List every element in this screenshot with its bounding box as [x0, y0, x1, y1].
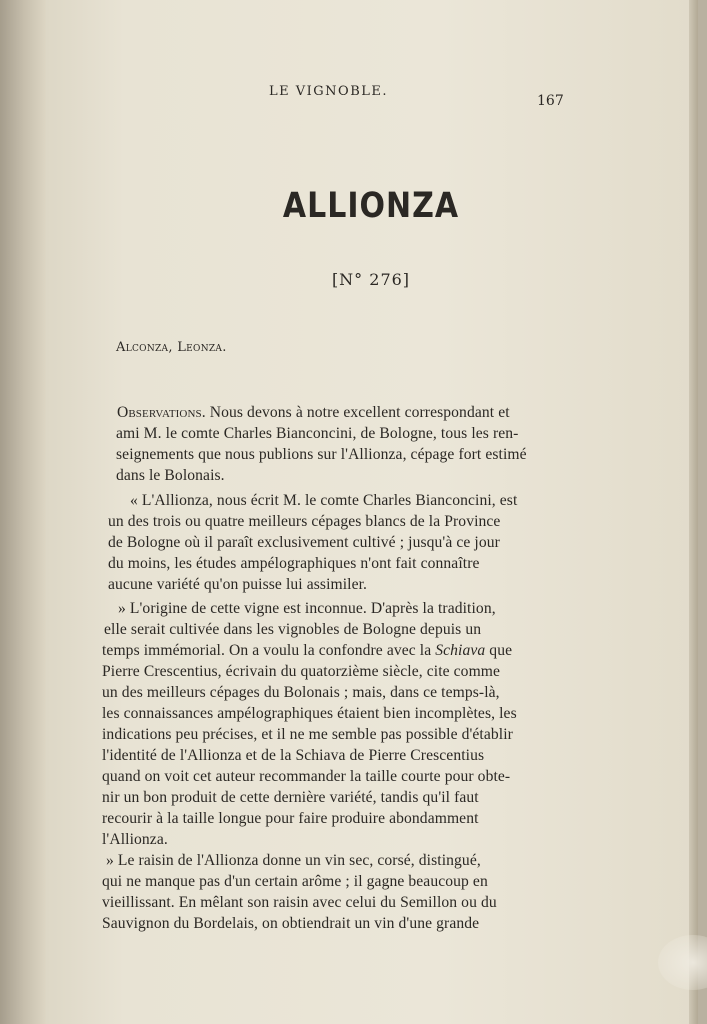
text-line: seignements que nous publions sur l'Allionza, cépage fort estimé: [116, 446, 527, 463]
text-line: nir un bon produit de cette dernière variété, tandis qu'il faut: [102, 789, 479, 806]
observations-label: Observations.: [117, 404, 206, 421]
text-line: l'identité de l'Allionza et de la Schiava de Pierre Crescentius: [102, 747, 485, 764]
text-line: un des meilleurs cépages du Bolonais ; mais, dans ce temps-là,: [102, 684, 500, 701]
text-line: » Le raisin de l'Allionza donne un vin sec, corsé, distingué,: [106, 852, 481, 869]
text-line: les connaissances ampélographiques étaient bien incomplètes, les: [102, 705, 517, 722]
text-line: temps immémorial. On a voulu la confondre avec la Schiava que: [102, 642, 513, 659]
text-line: elle serait cultivée dans les vignobles de Bologne depuis un: [104, 621, 482, 638]
text-line: qui ne manque pas d'un certain arôme ; il gagne beaucoup en: [102, 873, 488, 890]
paper-stain: [658, 935, 707, 990]
page-number: 167: [537, 93, 564, 109]
text-line: Observations. Nous devons à notre excellent correspondant et: [117, 404, 510, 421]
text-line: Sauvignon du Bordelais, on obtiendrait un vin d'une grande: [102, 915, 480, 932]
text-line: « L'Allionza, nous écrit M. le comte Charles Bianconcini, est: [130, 492, 518, 509]
text-line: quand on voit cet auteur recommander la taille courte pour obte-: [102, 768, 511, 785]
page-edge: [689, 0, 698, 1024]
text-line: dans le Bolonais.: [116, 467, 225, 484]
book-spine-shadow: [0, 0, 46, 1024]
text-line: du moins, les études ampélographiques n'ont fait connaître: [108, 555, 480, 572]
italic-term: Schiava: [435, 642, 486, 659]
running-head: LE VIGNOBLE.: [269, 84, 389, 99]
page-title: ALLIONZA: [282, 186, 460, 227]
text-line: indications peu précises, et il ne me semble pas possible d'établir: [102, 726, 513, 743]
book-page: [46, 0, 698, 1024]
synonyms: Alconza, Leonza.: [116, 340, 227, 355]
text-line: l'Allionza.: [102, 831, 168, 848]
text-line: aucune variété qu'on puisse lui assimiler.: [108, 576, 368, 593]
text-line: vieillissant. En mêlant son raisin avec celui du Semillon ou du: [102, 894, 497, 911]
text-line: recourir à la taille longue pour faire produire abondamment: [102, 810, 479, 827]
variety-number: [N° 276]: [331, 270, 411, 289]
text-line: de Bologne où il paraît exclusivement cultivé ; jusqu'à ce jour: [108, 534, 500, 551]
text-line: » L'origine de cette vigne est inconnue. D'après la tradition,: [118, 600, 496, 617]
text-line: Pierre Crescentius, écrivain du quatorzième siècle, cite comme: [102, 663, 501, 680]
text-line: un des trois ou quatre meilleurs cépages blancs de la Province: [108, 513, 501, 530]
text-line: ami M. le comte Charles Bianconcini, de Bologne, tous les ren-: [116, 425, 519, 442]
